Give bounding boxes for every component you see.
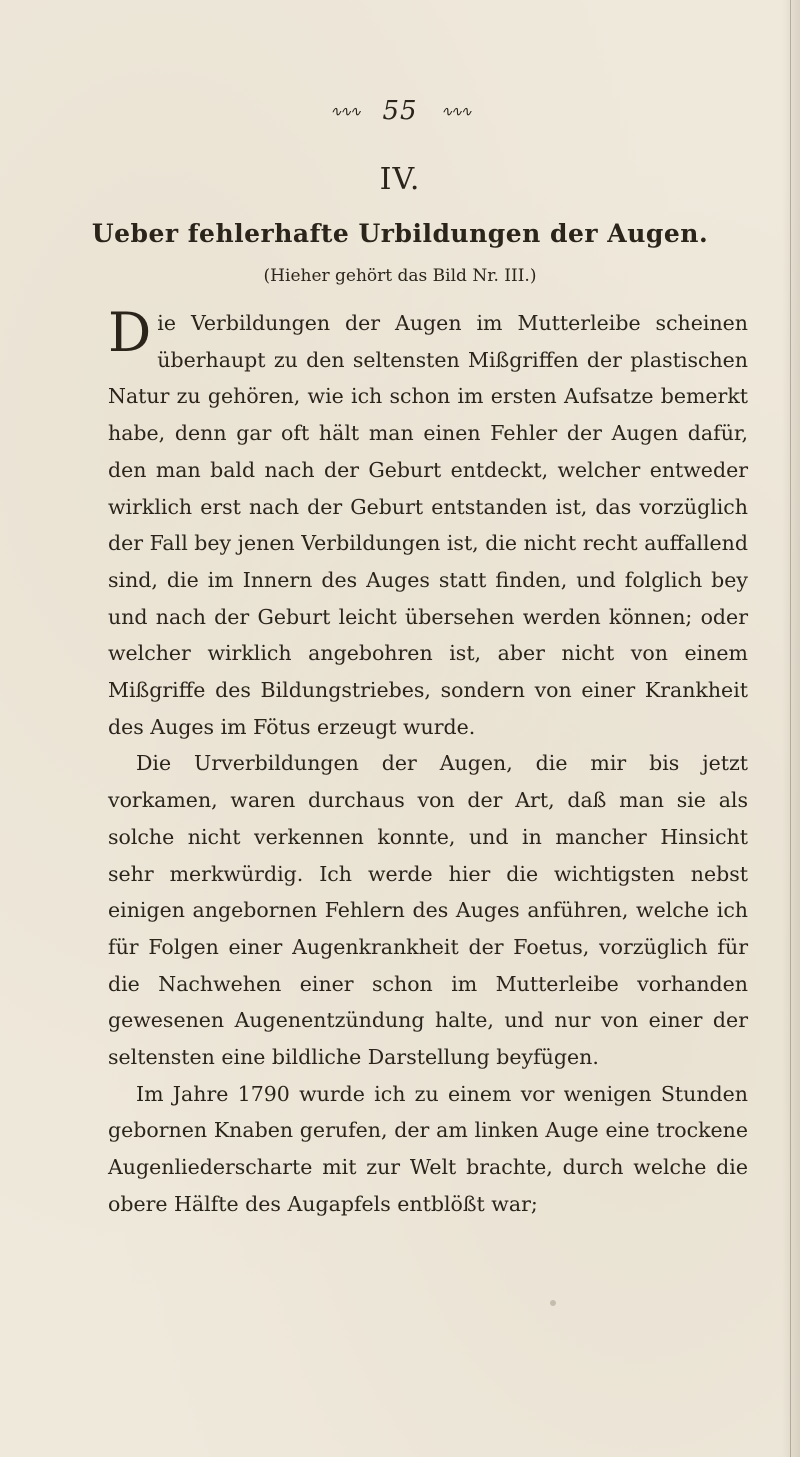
ornament-right-icon: ∿∿∿	[440, 104, 471, 120]
section-subheading: (Hieher gehört das Bild Nr. III.)	[263, 266, 537, 286]
section-heading: Ueber fehlerhafte Urbildungen der Augen.	[91, 219, 709, 248]
chapter-number: IV.	[379, 162, 421, 197]
ornament-left-icon: ∿∿∿	[329, 104, 360, 120]
page-number: 55	[382, 96, 418, 126]
paragraph	[108, 301, 748, 745]
paragraph-text: ie Verbildungen der Augen im Mutterleibe scheinen überhaupt zu den seltensten Mißgriffen der plastischen Natur zu gehören, wie ich schon im ersten Aufsatze bemerkt habe, denn gar oft hält man einen Fehler der Augen dafür, den man bald nach der Geburt entdeckt, welcher entweder wirklich erst nach der Geburt entstanden ist, das vorzüglich der Fall bey jenen Verbildungen ist, die nicht recht auffallend sind, die im Innern des Auges statt finden, und folglich bey und nach der Geburt leicht übersehen werden können; oder welcher wirklich angebohren ist, aber nicht von einem Mißgriffe des Bildungstriebes, sondern von einer Krankheit des Auges im Fötus erzeugt wurde.	[108, 311, 748, 739]
body-text	[108, 301, 748, 1223]
drop-cap: D	[108, 301, 152, 364]
paper-speck	[550, 1300, 556, 1306]
paragraph: Im Jahre 1790 wurde ich zu einem vor wenigen Stunden gebornen Knaben gerufen, der am linken Auge eine trockene Augenliederscharte mit zur Welt brachte, durch welche die obere Hälfte des Augapfels entblößt war;	[108, 1081, 748, 1216]
page-number-row	[0, 96, 800, 126]
paragraph: Die Urverbildungen der Augen, die mir bis jetzt vorkamen, waren durchaus von der Art, daß man sie als solche nicht verkennen konnte, und in mancher Hinsicht sehr merkwürdig. Ich werde hier die wichtigsten nebst einigen angebornen Fehlern des Auges anführen, welche ich für Folgen einer Augenkrankheit der Foetus, vorzüglich für die Nachwehen einer schon im Mutterleibe vorhanden gewesenen Augenentzündung halte, und nur von einer der seltensten eine bildliche Darstellung beyfügen.	[108, 751, 748, 1070]
